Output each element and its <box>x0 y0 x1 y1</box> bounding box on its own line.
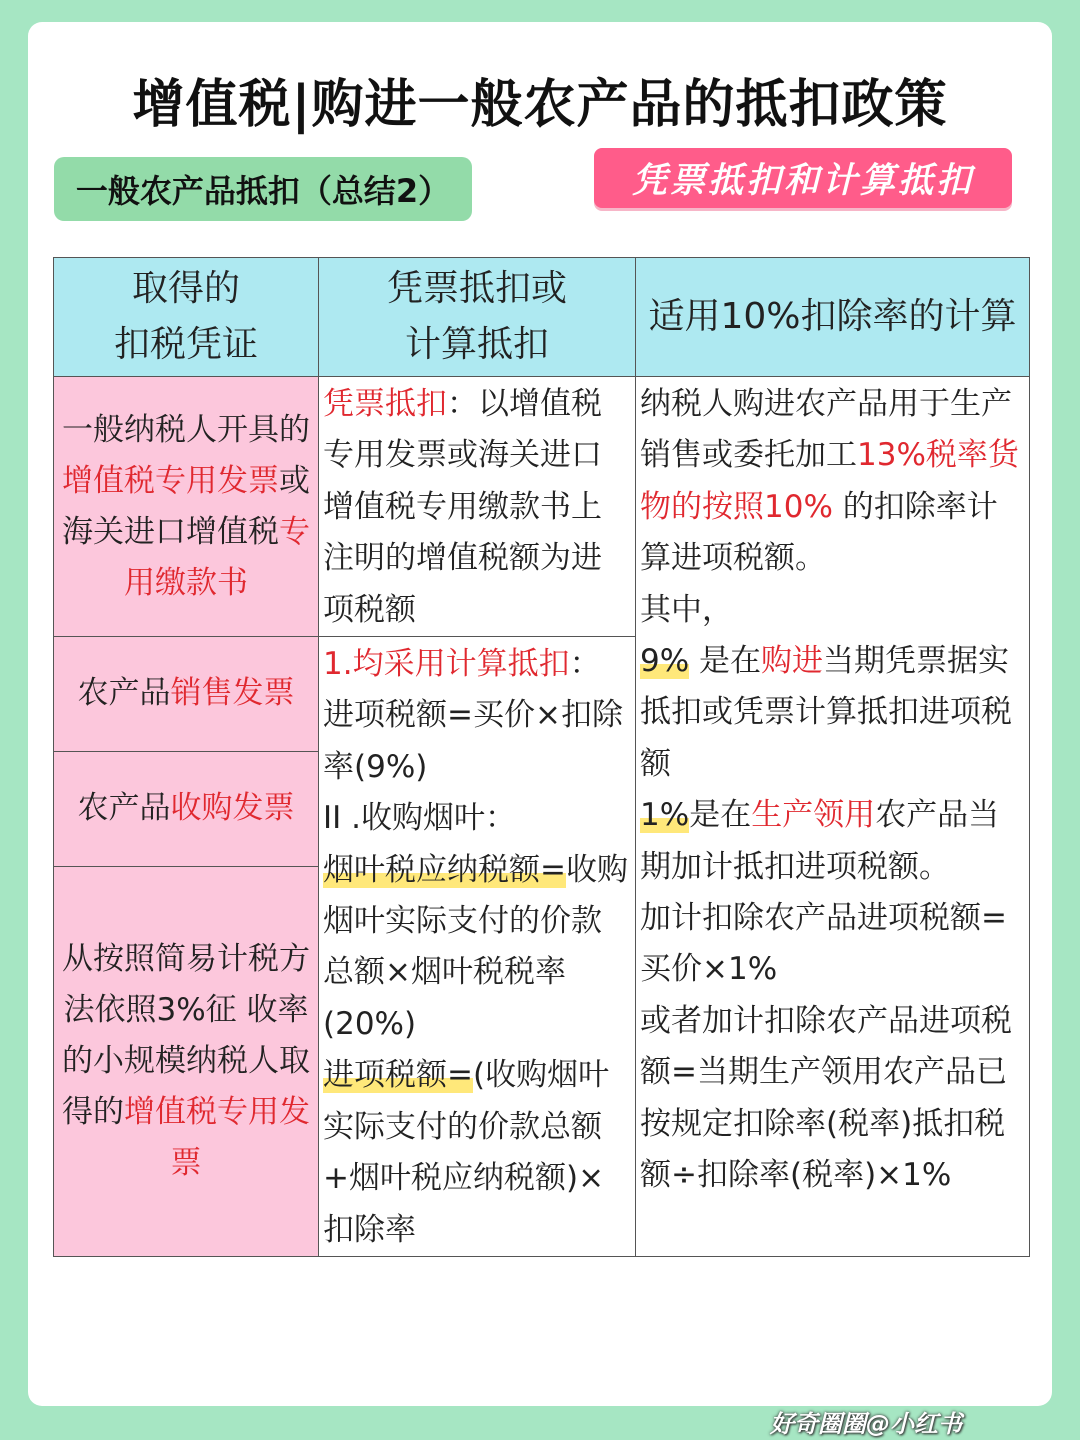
method-label: 1.均采用计算抵扣 <box>323 646 570 683</box>
rate-red-text: 生产领用 <box>751 797 876 834</box>
subtitle-badge <box>54 157 472 221</box>
voucher-red-text: 销售发票 <box>170 675 295 712</box>
tobacco-tax-paragraph <box>323 845 631 1051</box>
rate-text: 是在 <box>689 643 762 680</box>
rate-formula: 加计扣除农产品进项税额=买价×1% <box>640 900 1007 988</box>
voucher-text: 一般纳税人开具的 <box>62 411 310 448</box>
policy-table <box>53 257 1030 1257</box>
rate-red-text: 购进 <box>761 643 824 680</box>
voucher-sales-invoice <box>54 637 319 752</box>
method-calculated-deduction <box>319 637 636 1257</box>
method-text: ： <box>569 646 601 683</box>
subtitle-text: 一般农产品抵扣（总结2） <box>75 172 451 210</box>
rate-paragraph-9 <box>640 636 1025 790</box>
rate-text: 纳税人购进农产品用于生产销售或委托加工 <box>640 386 1012 474</box>
rate-text: 的扣除率计算进项税额。 <box>640 488 998 577</box>
voucher-red-text: 专用缴款书 <box>124 513 310 601</box>
method-text: II .收购烟叶： <box>323 800 516 837</box>
header-voucher <box>54 258 319 377</box>
topic-tag <box>594 148 1012 208</box>
header-rate <box>636 258 1030 377</box>
method-formula: 进项税额=买价×扣除率(9%) <box>323 697 623 785</box>
rate-paragraph-1 <box>640 790 1025 893</box>
voucher-text: 从按照简易计税方法依照3%征 收率的小规模纳税人取得的 <box>62 940 310 1130</box>
header-method-line2: 计算抵扣 <box>404 324 549 365</box>
voucher-small-scale-invoice <box>54 866 319 1256</box>
method-formula: 收购烟叶实际支付的价款总额×烟叶税税率 (20%) <box>323 851 628 1042</box>
method-ticket-deduction <box>319 377 636 637</box>
voucher-vat-invoice <box>54 377 319 637</box>
table-header-row <box>54 258 1030 377</box>
page-title: 增值税|购进一般农产品的抵扣政策 <box>132 75 948 135</box>
rate-highlight: 1% <box>640 797 690 834</box>
rate-text: 其中， <box>640 591 733 628</box>
rate-text: 农产品当期加计抵扣进项税额。 <box>640 797 1000 885</box>
rate-text: 当期凭票据实抵扣或凭票计算抵扣进项税额 <box>640 643 1012 782</box>
voucher-text: 或海关进口增值税 <box>62 462 310 550</box>
table-row <box>54 377 1030 637</box>
method-label: 凭票抵扣 <box>323 386 447 422</box>
rate-red-text: 13%税率货物的按照10% <box>640 437 1019 525</box>
voucher-purchase-invoice <box>54 751 319 866</box>
rate-text: 是在 <box>689 797 752 834</box>
method-highlight: 进项税额= <box>323 1057 473 1094</box>
header-method-line1: 凭票抵扣或 <box>386 268 567 309</box>
header-voucher-line1: 取得的 <box>131 268 240 309</box>
header-voucher-line2: 扣税凭证 <box>113 324 258 365</box>
voucher-red-text: 增值税专用发票 <box>62 462 279 499</box>
rate-formula: 或者加计扣除农产品进项税额=当期生产领用农产品已按规定扣除率(税率)抵扣税额÷扣除率(税率)×1% <box>640 1002 1012 1194</box>
header-rate-text: 适用10%扣除率的计算 <box>648 296 1017 337</box>
voucher-red-text: 收购发票 <box>170 790 295 827</box>
voucher-red-text: 增值税专用发票 <box>124 1093 310 1181</box>
method-text: ：以增值税专用发票或海关进口增值税专用缴款书上注明的增值税额为进项税额 <box>323 386 602 628</box>
method-highlight: 烟叶税应纳税额= <box>323 851 566 888</box>
rate-highlight: 9% <box>640 643 690 680</box>
header-method <box>319 258 636 377</box>
method-formula: (收购烟叶实际支付的价款总额+烟叶税应纳税额)× 扣除率 <box>323 1057 610 1248</box>
tobacco-input-paragraph <box>323 1050 631 1256</box>
voucher-text: 农产品 <box>77 790 171 827</box>
watermark: 好奇圈圈@小红书 <box>770 1410 962 1438</box>
rate-calculation-cell <box>636 377 1030 1257</box>
voucher-text: 农产品 <box>77 675 171 712</box>
topic-tag-text: 凭票抵扣和计算抵扣 <box>631 161 974 201</box>
